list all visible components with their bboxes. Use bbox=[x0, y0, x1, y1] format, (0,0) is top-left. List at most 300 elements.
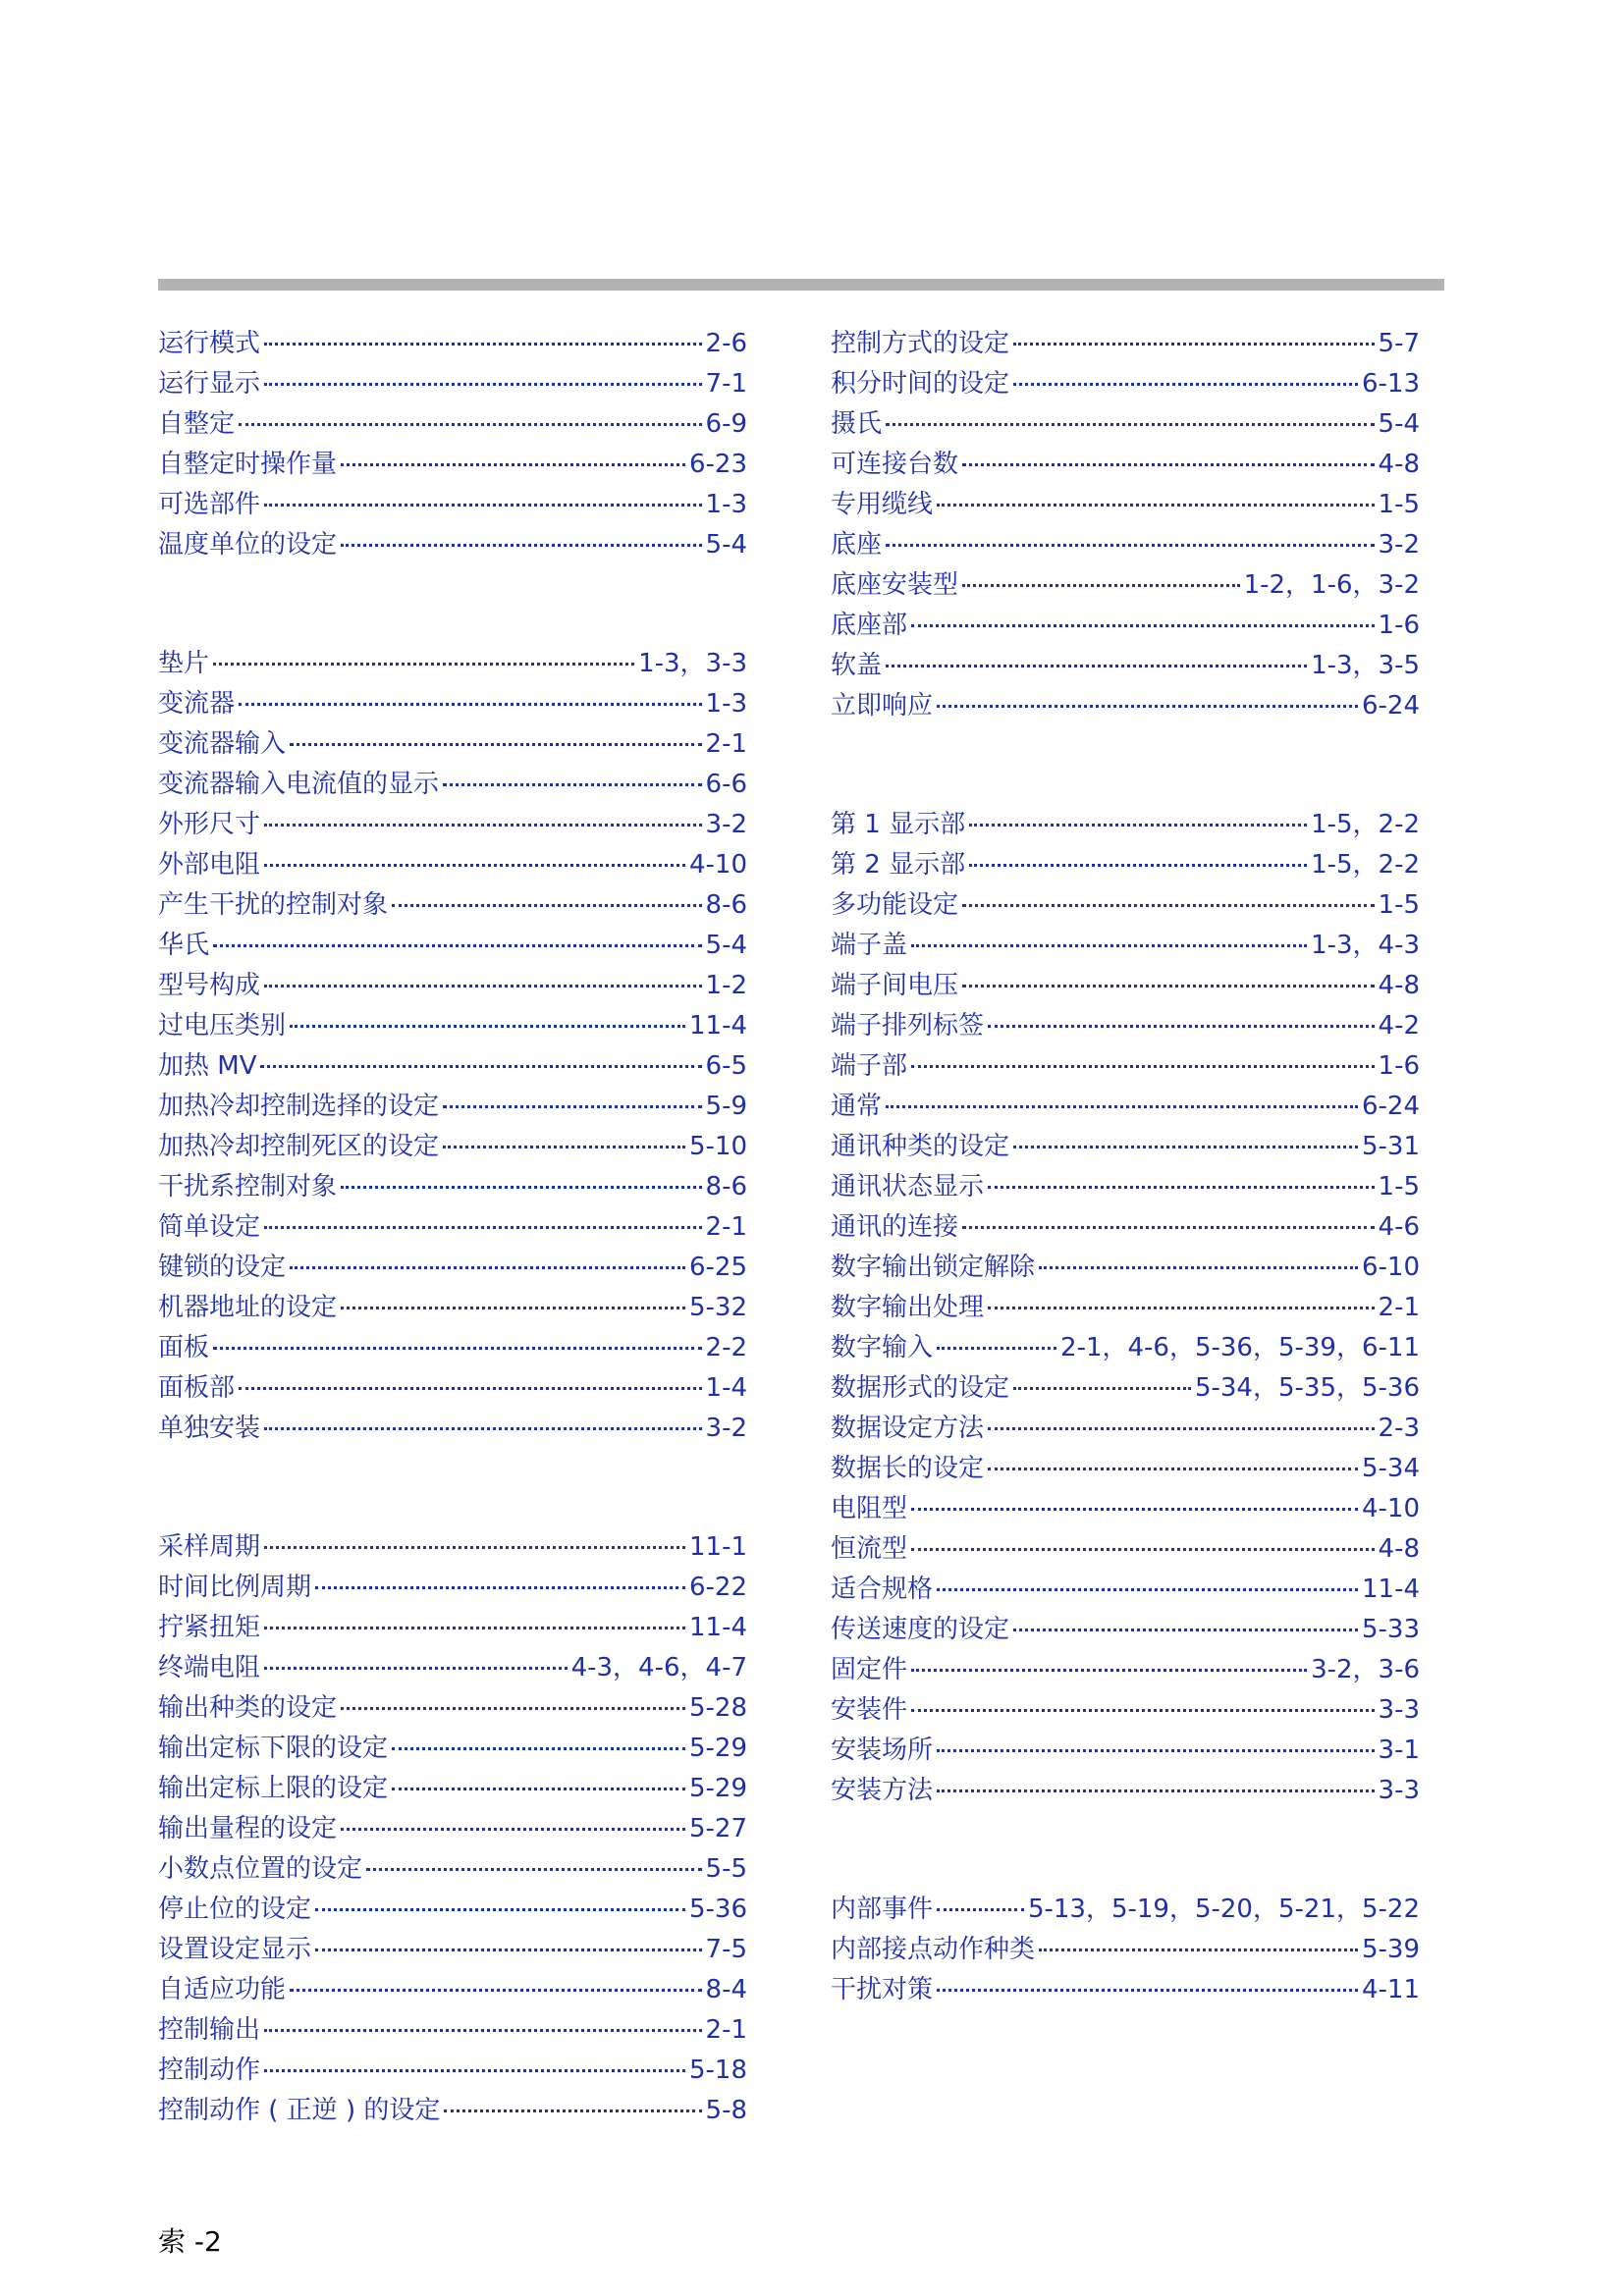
index-page-ref: 1-3，3-5 bbox=[1311, 651, 1420, 680]
dot-leader bbox=[443, 783, 702, 786]
index-entry[interactable] bbox=[831, 1731, 1420, 1771]
dot-leader bbox=[886, 423, 1375, 426]
index-entry[interactable] bbox=[158, 1288, 747, 1328]
index-page-ref: 5-5 bbox=[705, 1854, 747, 1884]
index-entry[interactable] bbox=[158, 1769, 747, 1809]
index-entry[interactable] bbox=[158, 404, 747, 445]
index-entry[interactable] bbox=[158, 324, 747, 364]
index-entry[interactable] bbox=[158, 1087, 747, 1127]
dot-leader bbox=[264, 1627, 685, 1629]
dot-leader bbox=[937, 504, 1375, 507]
index-term: 底座 bbox=[831, 530, 883, 560]
index-entry[interactable] bbox=[158, 644, 747, 684]
index-entry[interactable] bbox=[831, 646, 1420, 686]
dot-leader bbox=[315, 1586, 685, 1589]
dot-leader bbox=[962, 584, 1240, 587]
dot-leader bbox=[937, 1347, 1056, 1350]
index-entry[interactable] bbox=[831, 445, 1420, 485]
index-page-ref: 4-8 bbox=[1378, 971, 1420, 1000]
index-page-ref: 2-1，4-6，5-36，5-39，6-11 bbox=[1060, 1333, 1420, 1362]
index-entry[interactable] bbox=[158, 684, 747, 724]
index-entry[interactable] bbox=[158, 1127, 747, 1167]
index-entry[interactable] bbox=[158, 926, 747, 966]
index-page-ref: 5-34 bbox=[1361, 1454, 1420, 1483]
index-page-ref: 2-1 bbox=[705, 729, 747, 759]
index-entry[interactable] bbox=[158, 1568, 747, 1608]
index-term: 面板部 bbox=[158, 1373, 236, 1403]
index-page-ref: 11-4 bbox=[688, 1613, 747, 1642]
index-entry[interactable] bbox=[831, 1650, 1420, 1690]
dot-leader bbox=[264, 1546, 685, 1549]
dot-leader bbox=[911, 1709, 1375, 1712]
index-entry[interactable] bbox=[831, 1890, 1420, 1930]
index-entry[interactable] bbox=[158, 724, 747, 765]
index-page-ref: 1-3 bbox=[705, 689, 747, 719]
dot-leader bbox=[341, 544, 702, 547]
index-page-ref: 1-5 bbox=[1378, 490, 1420, 519]
dot-leader bbox=[260, 1065, 701, 1068]
index-entry[interactable] bbox=[158, 525, 747, 565]
index-term: 输出量程的设定 bbox=[158, 1814, 338, 1843]
index-term: 外部电阻 bbox=[158, 850, 261, 880]
dot-leader bbox=[392, 1747, 685, 1750]
index-entry[interactable] bbox=[158, 2051, 747, 2091]
dot-leader bbox=[264, 1226, 702, 1229]
index-page-ref: 5-32 bbox=[688, 1293, 747, 1322]
index-page-ref: 3-2，3-6 bbox=[1311, 1655, 1420, 1684]
index-entry[interactable] bbox=[158, 1046, 747, 1087]
index-term: 输出定标下限的设定 bbox=[158, 1734, 389, 1763]
index-entry[interactable] bbox=[158, 445, 747, 485]
index-page-ref: 1-3，4-3 bbox=[1311, 931, 1420, 960]
dot-leader bbox=[290, 1025, 685, 1028]
group-spacer bbox=[831, 1811, 1420, 1890]
index-page-ref: 4-8 bbox=[1378, 450, 1420, 479]
index-term: 加热冷却控制选择的设定 bbox=[158, 1092, 440, 1121]
dot-leader bbox=[962, 1226, 1375, 1229]
index-term: 数据形式的设定 bbox=[831, 1373, 1010, 1403]
index-entry[interactable] bbox=[831, 1610, 1420, 1650]
index-page-ref: 4-3，4-6，4-7 bbox=[570, 1653, 747, 1682]
dot-leader bbox=[341, 1186, 702, 1189]
index-term: 加热冷却控制死区的设定 bbox=[158, 1132, 440, 1161]
index-term: 加热 MV bbox=[158, 1051, 257, 1081]
index-term: 底座安装型 bbox=[831, 570, 959, 600]
dot-leader bbox=[962, 985, 1375, 988]
dot-leader bbox=[937, 1989, 1358, 1992]
index-page-ref: 6-22 bbox=[688, 1573, 747, 1602]
index-term: 通讯种类的设定 bbox=[831, 1132, 1010, 1161]
index-entry[interactable] bbox=[158, 1527, 747, 1568]
index-page-ref: 1-3，3-3 bbox=[638, 649, 747, 678]
index-page-ref: 6-10 bbox=[1361, 1253, 1420, 1282]
dot-leader bbox=[1013, 1387, 1191, 1390]
dot-leader bbox=[366, 1868, 702, 1871]
index-page-ref: 2-1 bbox=[1378, 1293, 1420, 1322]
index-term: 输出种类的设定 bbox=[158, 1693, 338, 1723]
index-term: 多功能设定 bbox=[831, 890, 959, 920]
index-page-ref: 6-5 bbox=[705, 1051, 747, 1081]
dot-leader bbox=[937, 1789, 1375, 1792]
dot-leader bbox=[264, 824, 702, 827]
index-term: 过电压类别 bbox=[158, 1011, 287, 1041]
dot-leader bbox=[886, 665, 1307, 667]
dot-leader bbox=[443, 1105, 702, 1108]
index-entry[interactable] bbox=[831, 565, 1420, 606]
index-page-ref: 4-10 bbox=[688, 850, 747, 880]
dot-leader bbox=[239, 423, 702, 426]
index-page-ref: 5-4 bbox=[705, 931, 747, 960]
index-term: 安装方法 bbox=[831, 1776, 934, 1805]
index-entry[interactable] bbox=[158, 1207, 747, 1248]
index-entry[interactable] bbox=[158, 1328, 747, 1368]
index-term: 键锁的设定 bbox=[158, 1253, 287, 1282]
index-term: 机器地址的设定 bbox=[158, 1293, 338, 1322]
index-term: 干扰系控制对象 bbox=[158, 1172, 338, 1201]
dot-leader bbox=[239, 1387, 702, 1390]
index-term: 通常 bbox=[831, 1092, 883, 1121]
index-page-ref: 2-1 bbox=[705, 2015, 747, 2045]
index-entry[interactable] bbox=[831, 1167, 1420, 1207]
index-entry[interactable] bbox=[158, 1930, 747, 1970]
dot-leader bbox=[341, 463, 685, 466]
index-page-ref: 3-2 bbox=[705, 1414, 747, 1443]
index-page-ref: 6-23 bbox=[688, 450, 747, 479]
index-term: 端子间电压 bbox=[831, 971, 959, 1000]
index-term: 运行模式 bbox=[158, 329, 261, 358]
index-entry[interactable] bbox=[158, 485, 747, 525]
index-page-ref: 2-1 bbox=[705, 1212, 747, 1242]
index-page-ref: 1-5 bbox=[1378, 890, 1420, 920]
index-entry[interactable] bbox=[831, 485, 1420, 525]
dot-leader bbox=[392, 904, 702, 907]
dot-leader bbox=[444, 2109, 701, 2112]
index-entry[interactable] bbox=[158, 966, 747, 1006]
dot-leader bbox=[264, 864, 685, 867]
index-entry[interactable] bbox=[831, 1489, 1420, 1529]
index-entry[interactable] bbox=[158, 1409, 747, 1449]
index-page-ref: 3-2 bbox=[705, 810, 747, 839]
index-page-ref: 1-3 bbox=[705, 490, 747, 519]
dot-leader bbox=[937, 1588, 1358, 1591]
index-entry[interactable] bbox=[831, 966, 1420, 1006]
index-page-ref: 4-2 bbox=[1378, 1011, 1420, 1041]
dot-leader bbox=[315, 1908, 685, 1911]
index-entry[interactable] bbox=[158, 1167, 747, 1207]
index-entry[interactable] bbox=[158, 2010, 747, 2051]
index-page-ref: 5-10 bbox=[688, 1132, 747, 1161]
dot-leader bbox=[937, 705, 1358, 708]
index-entry[interactable] bbox=[831, 885, 1420, 926]
top-rule bbox=[158, 279, 1444, 291]
index-term: 内部接点动作种类 bbox=[831, 1935, 1036, 1964]
dot-leader bbox=[886, 1105, 1358, 1108]
index-page-ref: 4-11 bbox=[1361, 1975, 1420, 2004]
page-number: 索 -2 bbox=[158, 2225, 222, 2258]
index-term: 专用缆线 bbox=[831, 490, 934, 519]
index-term: 端子盖 bbox=[831, 931, 908, 960]
dot-leader bbox=[341, 1828, 685, 1831]
index-entry[interactable] bbox=[831, 926, 1420, 966]
index-term: 传送速度的设定 bbox=[831, 1615, 1010, 1644]
index-page-ref: 5-36 bbox=[688, 1895, 747, 1924]
index-entry[interactable] bbox=[831, 1046, 1420, 1087]
dot-leader bbox=[264, 1667, 568, 1670]
index-term: 自适应功能 bbox=[158, 1975, 287, 2004]
index-page-ref: 11-1 bbox=[688, 1532, 747, 1562]
index-group bbox=[158, 1527, 747, 2131]
dot-leader bbox=[988, 1186, 1375, 1189]
dot-leader bbox=[911, 1508, 1358, 1511]
index-term: 单独安装 bbox=[158, 1414, 261, 1443]
dot-leader bbox=[911, 1669, 1307, 1672]
index-page-ref: 1-6 bbox=[1378, 1051, 1420, 1081]
index-entry[interactable] bbox=[158, 1688, 747, 1729]
dot-leader bbox=[290, 1989, 702, 1992]
index-entry[interactable] bbox=[158, 1648, 747, 1688]
index-entry[interactable] bbox=[158, 1890, 747, 1930]
index-term: 运行显示 bbox=[158, 369, 261, 399]
index-page-ref: 4-6 bbox=[1378, 1212, 1420, 1242]
dot-leader bbox=[341, 1707, 685, 1710]
dot-leader bbox=[988, 1468, 1358, 1470]
index-term: 输出定标上限的设定 bbox=[158, 1774, 389, 1803]
index-column-left bbox=[158, 324, 747, 2131]
index-page-ref: 1-5，2-2 bbox=[1311, 850, 1420, 880]
index-term: 干扰对策 bbox=[831, 1975, 934, 2004]
index-entry[interactable] bbox=[831, 364, 1420, 404]
index-page-ref: 5-34，5-35，5-36 bbox=[1194, 1373, 1420, 1403]
index-term: 数据长的设定 bbox=[831, 1454, 985, 1483]
index-term: 控制动作 ( 正逆 ) 的设定 bbox=[158, 2096, 441, 2125]
index-page-ref: 3-3 bbox=[1378, 1695, 1420, 1725]
index-entry[interactable] bbox=[831, 1449, 1420, 1489]
index-term: 通讯状态显示 bbox=[831, 1172, 985, 1201]
index-term: 采样周期 bbox=[158, 1532, 261, 1562]
index-group bbox=[158, 644, 747, 1449]
index-page-ref: 6-6 bbox=[705, 770, 747, 799]
index-page-ref: 6-25 bbox=[688, 1253, 747, 1282]
index-entry[interactable] bbox=[831, 525, 1420, 565]
dot-leader bbox=[962, 904, 1375, 907]
index-entry[interactable] bbox=[158, 1970, 747, 2010]
index-term: 内部事件 bbox=[831, 1895, 934, 1924]
dot-leader bbox=[988, 1307, 1375, 1309]
index-column-right bbox=[831, 324, 1420, 2010]
index-entry[interactable] bbox=[831, 1288, 1420, 1328]
index-page-ref: 5-9 bbox=[705, 1092, 747, 1121]
index-term: 第 2 显示部 bbox=[831, 850, 966, 880]
index-term: 华氏 bbox=[158, 931, 210, 960]
index-term: 数字输出处理 bbox=[831, 1293, 985, 1322]
index-page-ref: 11-4 bbox=[1361, 1575, 1420, 1604]
index-entry[interactable] bbox=[831, 404, 1420, 445]
index-entry[interactable] bbox=[831, 1248, 1420, 1288]
index-term: 温度单位的设定 bbox=[158, 530, 338, 560]
index-term: 终端电阻 bbox=[158, 1653, 261, 1682]
index-entry[interactable] bbox=[831, 606, 1420, 646]
index-term: 外形尺寸 bbox=[158, 810, 261, 839]
dot-leader bbox=[264, 383, 702, 386]
dot-leader bbox=[264, 985, 702, 988]
index-page-ref: 8-6 bbox=[705, 1172, 747, 1201]
index-entry[interactable] bbox=[831, 1087, 1420, 1127]
dot-leader bbox=[969, 864, 1307, 867]
index-page-ref: 4-10 bbox=[1361, 1494, 1420, 1523]
dot-leader bbox=[1039, 1266, 1358, 1269]
index-entry[interactable] bbox=[158, 364, 747, 404]
index-entry[interactable] bbox=[831, 324, 1420, 364]
index-entry[interactable] bbox=[831, 1970, 1420, 2010]
index-entry[interactable] bbox=[831, 805, 1420, 845]
index-page-ref: 5-18 bbox=[688, 2056, 747, 2085]
index-entry[interactable] bbox=[831, 1570, 1420, 1610]
index-entry[interactable] bbox=[831, 1127, 1420, 1167]
index-page-ref: 2-3 bbox=[1378, 1414, 1420, 1443]
index-page-ref: 5-29 bbox=[688, 1774, 747, 1803]
index-page-ref: 5-39 bbox=[1361, 1935, 1420, 1964]
index-entry[interactable] bbox=[831, 1006, 1420, 1046]
index-term: 适合规格 bbox=[831, 1575, 934, 1604]
index-page-ref: 6-13 bbox=[1361, 369, 1420, 399]
index-page-ref: 1-5 bbox=[1378, 1172, 1420, 1201]
index-term: 摄氏 bbox=[831, 409, 883, 439]
index-page-ref: 5-29 bbox=[688, 1734, 747, 1763]
index-term: 安装件 bbox=[831, 1695, 908, 1725]
index-term: 自整定时操作量 bbox=[158, 450, 338, 479]
index-entry[interactable] bbox=[158, 845, 747, 885]
dot-leader bbox=[290, 743, 702, 746]
index-term: 控制方式的设定 bbox=[831, 329, 1010, 358]
index-group bbox=[831, 1890, 1420, 2010]
dot-leader bbox=[239, 703, 702, 706]
index-term: 数字输入 bbox=[831, 1333, 934, 1362]
index-page-ref: 2-6 bbox=[705, 329, 747, 358]
index-group bbox=[158, 324, 747, 565]
index-term: 控制动作 bbox=[158, 2056, 261, 2085]
index-entry[interactable] bbox=[158, 885, 747, 926]
dot-leader bbox=[911, 1065, 1375, 1068]
index-term: 底座部 bbox=[831, 611, 908, 640]
index-page-ref: 7-5 bbox=[705, 1935, 747, 1964]
dot-leader bbox=[937, 1908, 1024, 1911]
index-entry[interactable] bbox=[158, 1809, 747, 1849]
dot-leader bbox=[962, 463, 1375, 466]
group-spacer bbox=[831, 726, 1420, 805]
index-term: 时间比例周期 bbox=[158, 1573, 312, 1602]
index-entry[interactable] bbox=[831, 686, 1420, 726]
index-entry[interactable] bbox=[158, 1849, 747, 1890]
index-page-ref: 8-6 bbox=[705, 890, 747, 920]
index-entry[interactable] bbox=[831, 1930, 1420, 1970]
index-page-ref: 3-2 bbox=[1378, 530, 1420, 560]
dot-leader bbox=[969, 824, 1307, 827]
index-term: 立即响应 bbox=[831, 691, 934, 721]
index-entry[interactable] bbox=[831, 845, 1420, 885]
index-entry[interactable] bbox=[831, 1207, 1420, 1248]
index-page-ref: 5-13，5-19，5-20，5-21，5-22 bbox=[1027, 1895, 1420, 1924]
dot-leader bbox=[1013, 343, 1375, 346]
dot-leader bbox=[290, 1266, 685, 1269]
dot-leader bbox=[911, 944, 1307, 947]
index-page-ref: 2-2 bbox=[705, 1333, 747, 1362]
index-page-ref: 6-24 bbox=[1361, 1092, 1420, 1121]
index-term: 积分时间的设定 bbox=[831, 369, 1010, 399]
index-entry[interactable] bbox=[831, 1690, 1420, 1731]
dot-leader bbox=[213, 944, 702, 947]
index-term: 软盖 bbox=[831, 651, 883, 680]
dot-leader bbox=[213, 1347, 702, 1350]
index-page-ref: 11-4 bbox=[688, 1011, 747, 1041]
dot-leader bbox=[264, 343, 702, 346]
index-entry[interactable] bbox=[831, 1771, 1420, 1811]
dot-leader bbox=[341, 1307, 685, 1309]
index-term: 电阻型 bbox=[831, 1494, 908, 1523]
index-page-ref: 1-4 bbox=[705, 1373, 747, 1403]
index-entry[interactable] bbox=[158, 1248, 747, 1288]
index-entry[interactable] bbox=[158, 1368, 747, 1409]
dot-leader bbox=[1013, 383, 1358, 386]
dot-leader bbox=[988, 1427, 1375, 1430]
index-term: 拧紧扭矩 bbox=[158, 1613, 261, 1642]
index-entry[interactable] bbox=[831, 1409, 1420, 1449]
index-term: 变流器输入 bbox=[158, 729, 287, 759]
index-term: 面板 bbox=[158, 1333, 210, 1362]
dot-leader bbox=[911, 624, 1375, 627]
index-entry[interactable] bbox=[831, 1328, 1420, 1368]
index-entry[interactable] bbox=[158, 1608, 747, 1648]
dot-leader bbox=[911, 1548, 1375, 1551]
index-page-ref: 5-4 bbox=[1378, 409, 1420, 439]
index-entry[interactable] bbox=[158, 805, 747, 845]
dot-leader bbox=[443, 1146, 685, 1148]
index-term: 自整定 bbox=[158, 409, 236, 439]
index-entry[interactable] bbox=[158, 1006, 747, 1046]
index-entry[interactable] bbox=[831, 1529, 1420, 1570]
index-term: 固定件 bbox=[831, 1655, 908, 1684]
index-page-ref: 5-27 bbox=[688, 1814, 747, 1843]
dot-leader bbox=[988, 1025, 1375, 1028]
dot-leader bbox=[264, 2029, 702, 2032]
index-entry[interactable] bbox=[158, 1729, 747, 1769]
index-term: 恒流型 bbox=[831, 1534, 908, 1564]
index-term: 端子排列标签 bbox=[831, 1011, 985, 1041]
index-page-ref: 5-4 bbox=[705, 530, 747, 560]
dot-leader bbox=[315, 1949, 702, 1951]
index-page-ref: 4-8 bbox=[1378, 1534, 1420, 1564]
index-page-ref: 1-2 bbox=[705, 971, 747, 1000]
index-term: 设置设定显示 bbox=[158, 1935, 312, 1964]
index-entry[interactable] bbox=[158, 765, 747, 805]
index-term: 垫片 bbox=[158, 649, 210, 678]
index-page-ref: 1-2，1-6，3-2 bbox=[1243, 570, 1420, 600]
dot-leader bbox=[1013, 1146, 1358, 1148]
index-term: 型号构成 bbox=[158, 971, 261, 1000]
index-term: 可连接台数 bbox=[831, 450, 959, 479]
dot-leader bbox=[264, 1427, 702, 1430]
index-term: 控制输出 bbox=[158, 2015, 261, 2045]
index-entry[interactable] bbox=[831, 1368, 1420, 1409]
index-entry[interactable] bbox=[158, 2091, 747, 2131]
index-term: 安装场所 bbox=[831, 1735, 934, 1765]
index-term: 停止位的设定 bbox=[158, 1895, 312, 1924]
index-term: 变流器输入电流值的显示 bbox=[158, 770, 440, 799]
index-term: 产生干扰的控制对象 bbox=[158, 890, 389, 920]
index-page-ref: 5-8 bbox=[705, 2096, 747, 2125]
index-group bbox=[831, 805, 1420, 1811]
index-term: 端子部 bbox=[831, 1051, 908, 1081]
index-page-ref: 5-33 bbox=[1361, 1615, 1420, 1644]
